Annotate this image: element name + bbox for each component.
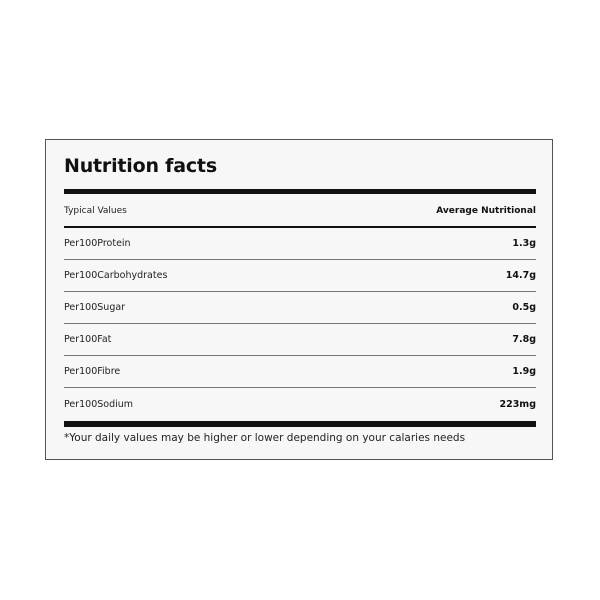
nutrient-value: 1.3g bbox=[512, 238, 536, 249]
header-average-nutritional: Average Nutritional bbox=[436, 205, 536, 216]
table-row-protein bbox=[64, 228, 536, 260]
table-row-sugar bbox=[64, 292, 536, 324]
nutrient-value: 0.5g bbox=[512, 302, 536, 313]
nutrient-label: Per100Fibre bbox=[64, 366, 121, 377]
nutrient-label: Per100Sodium bbox=[64, 398, 134, 410]
daily-values-footnote: *Your daily values may be higher or lower depending on your calaries needs bbox=[64, 432, 466, 444]
table-header bbox=[64, 195, 536, 226]
bottom-divider bbox=[64, 421, 536, 427]
nutrition-facts-panel bbox=[45, 139, 553, 460]
table-row-carbohydrates bbox=[64, 260, 536, 292]
nutrient-label: Per100Sugar bbox=[64, 302, 126, 313]
top-divider bbox=[64, 189, 536, 194]
table-row-fat bbox=[64, 324, 536, 356]
table-row-fibre bbox=[64, 356, 536, 388]
panel-title: Nutrition facts bbox=[64, 155, 217, 177]
nutrient-label: Per100Carbohydrates bbox=[64, 270, 168, 281]
header-typical-values: Typical Values bbox=[64, 205, 127, 216]
nutrient-value: 223mg bbox=[499, 398, 536, 410]
nutrient-value: 14.7g bbox=[505, 270, 536, 281]
nutrient-value: 1.9g bbox=[512, 366, 536, 377]
nutrient-value: 7.8g bbox=[512, 334, 536, 345]
table-row-sodium bbox=[64, 388, 536, 420]
nutrient-label: Per100Protein bbox=[64, 238, 131, 249]
nutrient-label: Per100Fat bbox=[64, 334, 112, 345]
